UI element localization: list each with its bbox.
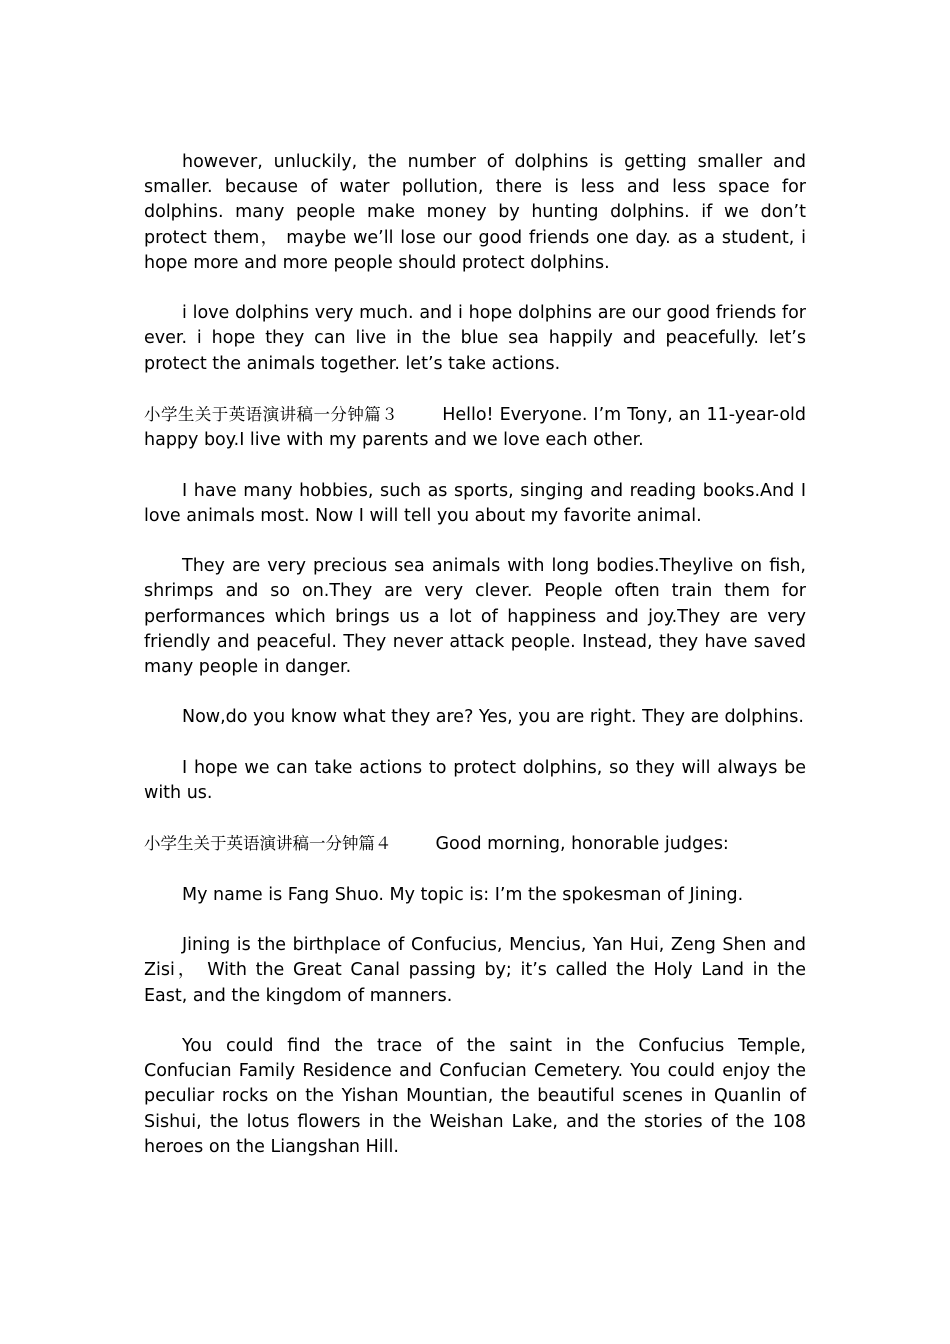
paragraph: however, unluckily, the number of dolphins is getting smaller and smaller. because of water pollution, there is less and less space for dolphins. many people make money by hunting dolphins. if we don’t protect them， maybe we’ll lose our good friends one day. as a student, i hope more and more people should protect dolphins. [144,152,806,273]
document-page [144,150,806,1185]
section-heading: 小学生关于英语演讲稿一分钟篇４ [144,834,392,854]
section-heading-paragraph [144,402,806,453]
paragraph: You could find the trace of the saint in the Confucius Temple, Confucian Family Residence and Confucian Cemetery. You could enjoy the peculiar rocks on the Yishan Mountian, the beautiful scenes in Quanlin of Sishui, the lotus flowers in the Weishan Lake, and the stories of the 108 heroes on the Liangshan Hill. [144,1035,806,1157]
section-heading: 小学生关于英语演讲稿一分钟篇３ [144,405,399,424]
paragraph: My name is Fang Shuo. My topic is: I’m the spokesman of Jining. [182,884,744,905]
paragraph: I have many hobbies, such as sports, singing and reading books.And I love animals most. Now I will tell you about my favorite animal. [144,480,806,526]
section-heading-paragraph [144,831,806,857]
paragraph: Now,do you know what they are? Yes, you are right. They are dolphins. [182,707,804,728]
paragraph: They are very precious sea animals with long bodies.Theylive on fish, shrimps and so on.They are very clever. People often train them for performances which brings us a lot of happiness and joy.They are very friendly and peaceful. They never attack people. Instead, they have saved many people in danger. [144,556,806,677]
paragraph: Jining is the birthplace of Confucius, Mencius, Yan Hui, Zeng Shen and Zisi， With the Great Canal passing by; it’s called the Holy Land in the East, and the kingdom of manners. [144,935,806,1006]
paragraph: I hope we can take actions to protect dolphins, so they will always be with us. [144,757,806,803]
paragraph: i love dolphins very much. and i hope dolphins are our good friends for ever. i hope they can live in the blue sea happily and peacefully. let’s protect the animals together. let’s take actions. [144,303,806,374]
paragraph-text: Good morning, honorable judges: [435,834,729,855]
paragraph-text: Hello! Everyone. I’m Tony, an 11-year-old happy boy.I live with my parents and we love each other. [144,405,806,451]
